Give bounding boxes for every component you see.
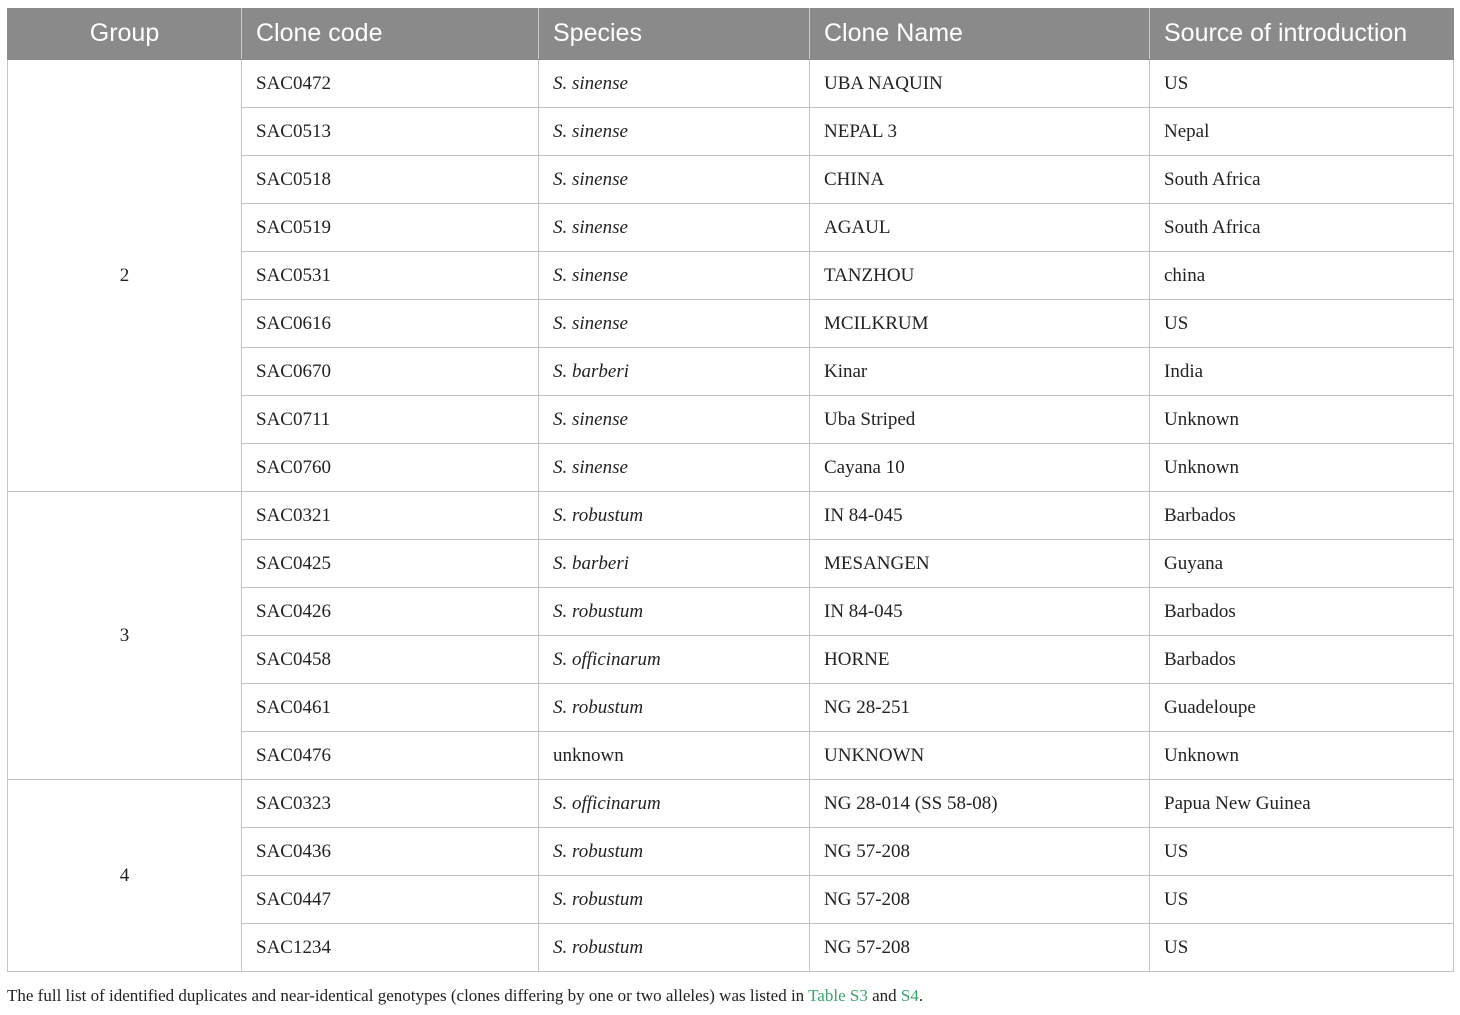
clone-name-cell: CHINA [810, 156, 1150, 204]
clone-code-cell: SAC0321 [242, 492, 539, 540]
clone-code-cell: SAC0323 [242, 780, 539, 828]
species-cell: S. sinense [539, 396, 810, 444]
source-cell: South Africa [1150, 204, 1454, 252]
clone-code-cell: SAC0447 [242, 876, 539, 924]
clone-code-cell: SAC0518 [242, 156, 539, 204]
species-cell: unknown [539, 732, 810, 780]
source-cell: US [1150, 60, 1454, 108]
clone-name-cell: TANZHOU [810, 252, 1150, 300]
clone-name-cell: HORNE [810, 636, 1150, 684]
clone-code-cell: SAC0616 [242, 300, 539, 348]
clone-code-cell: SAC0670 [242, 348, 539, 396]
clone-name-cell: Kinar [810, 348, 1150, 396]
header-clone-name: Clone Name [810, 8, 1150, 60]
source-cell: Barbados [1150, 492, 1454, 540]
clone-code-cell: SAC0531 [242, 252, 539, 300]
header-group: Group [8, 8, 242, 60]
clone-code-cell: SAC0760 [242, 444, 539, 492]
species-cell: S. robustum [539, 876, 810, 924]
source-cell: South Africa [1150, 156, 1454, 204]
table-row [8, 492, 1454, 540]
clone-name-cell: UNKNOWN [810, 732, 1150, 780]
table-header [8, 8, 1454, 60]
clone-code-cell: SAC0711 [242, 396, 539, 444]
species-cell: S. sinense [539, 60, 810, 108]
species-cell: S. sinense [539, 156, 810, 204]
clone-code-cell: SAC1234 [242, 924, 539, 972]
clone-code-cell: SAC0476 [242, 732, 539, 780]
group-cell: 2 [8, 60, 242, 492]
clone-name-cell: NG 28-251 [810, 684, 1150, 732]
species-cell: S. sinense [539, 108, 810, 156]
table-row [8, 60, 1454, 108]
source-cell: Nepal [1150, 108, 1454, 156]
footnote-end: . [918, 986, 924, 1005]
footnote-connector: and [867, 986, 901, 1005]
table-footnote [7, 986, 923, 1006]
clone-name-cell: AGAUL [810, 204, 1150, 252]
species-cell: S. robustum [539, 924, 810, 972]
clone-code-cell: SAC0519 [242, 204, 539, 252]
clone-name-cell: NG 28-014 (SS 58-08) [810, 780, 1150, 828]
clone-name-cell: NG 57-208 [810, 876, 1150, 924]
species-cell: S. robustum [539, 588, 810, 636]
clone-code-cell: SAC0426 [242, 588, 539, 636]
source-cell: US [1150, 924, 1454, 972]
group-cell: 4 [8, 780, 242, 972]
species-cell: S. sinense [539, 444, 810, 492]
source-cell: Barbados [1150, 636, 1454, 684]
clone-code-cell: SAC0472 [242, 60, 539, 108]
species-cell: S. robustum [539, 828, 810, 876]
source-cell: Guyana [1150, 540, 1454, 588]
source-cell: Papua New Guinea [1150, 780, 1454, 828]
clone-code-cell: SAC0436 [242, 828, 539, 876]
clone-name-cell: Cayana 10 [810, 444, 1150, 492]
clone-code-cell: SAC0461 [242, 684, 539, 732]
source-cell: Unknown [1150, 732, 1454, 780]
clone-name-cell: NEPAL 3 [810, 108, 1150, 156]
source-cell: Unknown [1150, 444, 1454, 492]
clone-name-cell: UBA NAQUIN [810, 60, 1150, 108]
source-cell: Guadeloupe [1150, 684, 1454, 732]
species-cell: S. sinense [539, 204, 810, 252]
clone-code-cell: SAC0513 [242, 108, 539, 156]
table-body [8, 60, 1454, 972]
source-cell: Unknown [1150, 396, 1454, 444]
species-cell: S. sinense [539, 252, 810, 300]
source-cell: US [1150, 300, 1454, 348]
group-cell: 3 [8, 492, 242, 780]
species-cell: S. robustum [539, 684, 810, 732]
species-cell: S. barberi [539, 348, 810, 396]
clone-name-cell: IN 84-045 [810, 588, 1150, 636]
species-cell: S. sinense [539, 300, 810, 348]
clone-code-cell: SAC0425 [242, 540, 539, 588]
table-row [8, 780, 1454, 828]
table-s4-link[interactable]: S4 [900, 986, 919, 1005]
species-cell: S. officinarum [539, 780, 810, 828]
footnote-text: The full list of identified duplicates and near-identical genotypes (clones differing by one or two alleles) was listed in [7, 986, 809, 1005]
header-row [8, 8, 1454, 60]
source-cell: US [1150, 828, 1454, 876]
header-clone-code: Clone code [242, 8, 539, 60]
clone-name-cell: NG 57-208 [810, 924, 1150, 972]
clone-name-cell: Uba Striped [810, 396, 1150, 444]
table-s3-link[interactable]: Table S3 [808, 986, 868, 1005]
header-source: Source of introduction [1150, 8, 1454, 60]
clone-name-cell: NG 57-208 [810, 828, 1150, 876]
species-cell: S. officinarum [539, 636, 810, 684]
clone-table [7, 8, 1454, 972]
source-cell: china [1150, 252, 1454, 300]
source-cell: India [1150, 348, 1454, 396]
source-cell: US [1150, 876, 1454, 924]
clone-name-cell: MCILKRUM [810, 300, 1150, 348]
header-species: Species [539, 8, 810, 60]
source-cell: Barbados [1150, 588, 1454, 636]
species-cell: S. robustum [539, 492, 810, 540]
clone-name-cell: IN 84-045 [810, 492, 1150, 540]
clone-name-cell: MESANGEN [810, 540, 1150, 588]
species-cell: S. barberi [539, 540, 810, 588]
clone-code-cell: SAC0458 [242, 636, 539, 684]
